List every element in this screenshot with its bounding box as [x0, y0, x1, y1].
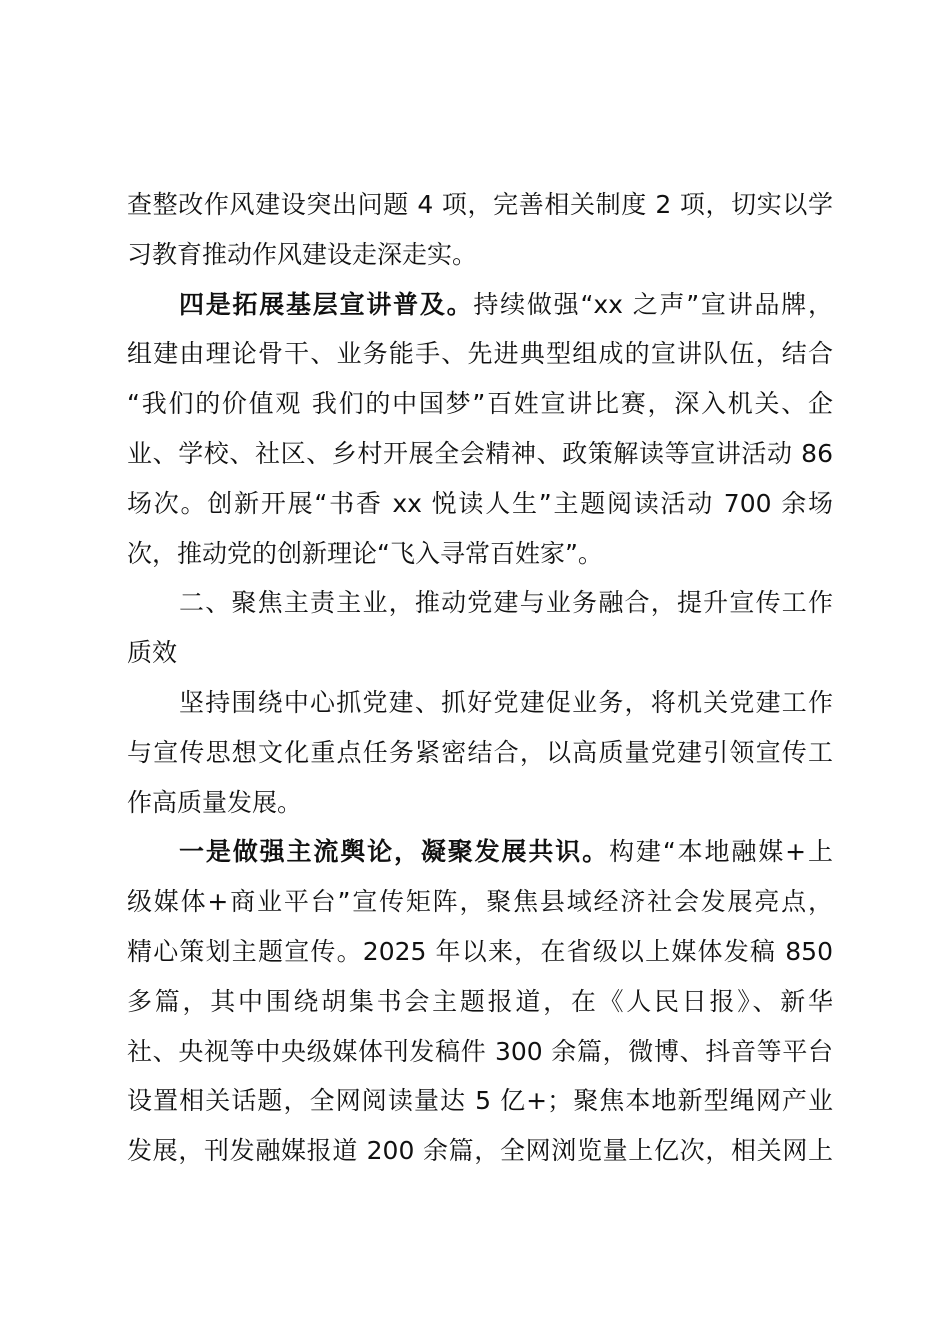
text-line	[127, 877, 833, 927]
line-text: 质效	[127, 638, 178, 668]
text-line	[127, 678, 833, 728]
line-text: 精心策划主题宣传。2025 年以来，在省级以上媒体发稿 850	[127, 936, 833, 966]
line-text: 持续做强“xx 之声”宣讲品牌，	[473, 289, 833, 319]
line-text: 与宣传思想文化重点任务紧密结合，以高质量党建引领宣传工	[127, 737, 833, 767]
line-text: “我们的价值观 我们的中国梦”百姓宣讲比赛，深入机关、企	[127, 389, 833, 419]
text-line	[127, 927, 833, 977]
text-line	[127, 778, 833, 828]
text-line	[127, 1076, 833, 1126]
line-text: 查整改作风建设突出问题 4 项，完善相关制度 2 项，切实以学	[127, 190, 833, 219]
text-line	[127, 379, 833, 429]
text-line	[127, 180, 833, 230]
line-text: 社、央视等中央级媒体刊发稿件 300 余篇，微博、抖音等平台	[127, 1036, 833, 1066]
line-text: 级媒体+商业平台”宣传矩阵，聚焦县域经济社会发展亮点，	[127, 887, 833, 917]
text-line	[127, 1126, 833, 1176]
line-text: 作高质量发展。	[127, 787, 303, 817]
text-line	[127, 977, 833, 1027]
line-text: 设置相关话题，全网阅读量达 5 亿+；聚焦本地新型绳网产业	[127, 1086, 833, 1116]
line-text: 二、聚焦主责主业，推动党建与业务融合，提升宣传工作	[179, 588, 833, 618]
line-text: 多篇，其中围绕胡集书会主题报道，在《人民日报》、新华	[127, 986, 833, 1016]
line-text: 发展，刊发融媒报道 200 余篇，全网浏览量上亿次，相关网上	[127, 1136, 833, 1166]
text-line	[127, 329, 833, 379]
line-text: 构建“本地融媒+上	[609, 837, 833, 867]
line-text: 次，推动党的创新理论“飞入寻常百姓家”。	[127, 538, 603, 568]
text-line	[127, 728, 833, 778]
text-line	[127, 628, 833, 678]
line-text: 坚持围绕中心抓党建、抓好党建促业务，将机关党建工作	[179, 687, 833, 717]
text-line	[127, 578, 833, 628]
text-line	[127, 1027, 833, 1077]
text-line	[127, 230, 833, 280]
text-line	[127, 429, 833, 479]
line-text: 场次。创新开展“书香 xx 悦读人生”主题阅读活动 700 余场	[127, 488, 833, 518]
line-text: 习教育推动作风建设走深走实。	[127, 239, 478, 269]
text-line	[127, 827, 833, 877]
line-text: 业、学校、社区、乡村开展全会精神、政策解读等宣讲活动 86	[127, 438, 833, 468]
text-line	[127, 529, 833, 579]
document-body	[127, 180, 833, 1176]
bold-heading: 一是做强主流舆论，凝聚发展共识。	[179, 837, 610, 867]
text-line	[127, 479, 833, 529]
line-text: 组建由理论骨干、业务能手、先进典型组成的宣讲队伍，结合	[127, 339, 833, 369]
bold-heading: 四是拓展基层宣讲普及。	[179, 289, 474, 319]
text-line	[127, 280, 833, 330]
